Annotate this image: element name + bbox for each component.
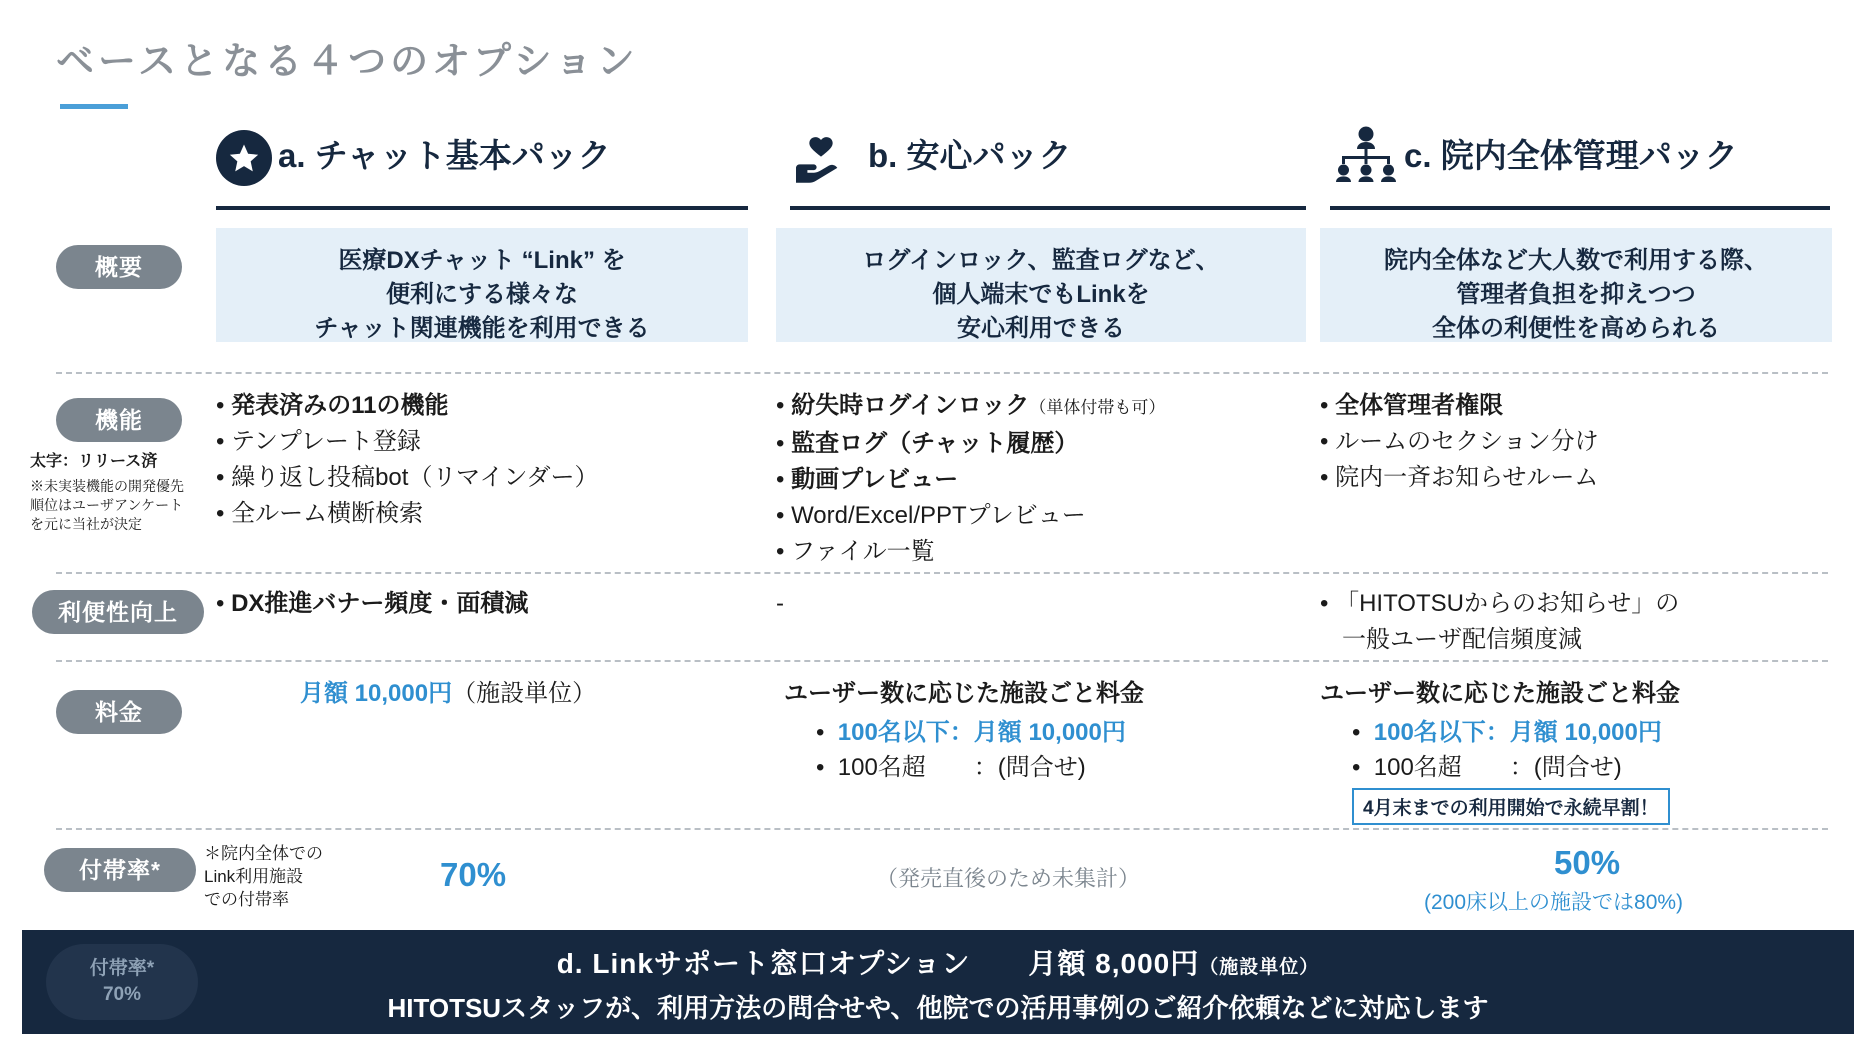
row-label-price: 料金	[56, 690, 182, 734]
list-item: • ルームのセクション分け	[1320, 428, 1599, 455]
feature-note-line-1: ※未実装機能の開発優先	[30, 478, 184, 494]
price-c-item-1: 100名以下：月額 10,000円	[1373, 719, 1662, 746]
divider-features	[56, 572, 1828, 574]
price-b-item-2: 100名超 ：(問合せ)	[837, 754, 1086, 781]
list-item: • 100名以下：月額 10,000円	[1352, 719, 1662, 746]
ghost-pill-value: 70%	[102, 984, 142, 1005]
list-item: • Word/Excel/PPTプレビュー	[776, 502, 1086, 529]
usability-b-dash: -	[776, 590, 784, 617]
row-label-usability: 利便性向上	[32, 590, 204, 634]
feature-note-line-2: 順位はユーザアンケート	[30, 497, 184, 513]
row-label-attach: 付帯率*	[44, 848, 196, 892]
feature-a-3: 繰り返し投稿bot（リマインダー）	[231, 464, 599, 491]
divider-price	[56, 828, 1828, 830]
usability-a-1: DX推進バナー頻度・面積減	[231, 590, 529, 617]
support-option-title: d. Linkサポート窓口オプション 月額 8,000円	[556, 948, 1200, 979]
feature-note-line-3: を元に当社が決定	[30, 516, 142, 532]
summary-box-a	[216, 228, 748, 342]
column-c-label: c. 院内全体管理パック	[1404, 137, 1738, 174]
list-item: • 紛失時ログインロック（単体付帯も可）	[776, 392, 1166, 419]
price-c	[1320, 676, 1680, 785]
usability-list-c	[1320, 586, 1679, 658]
price-b-item-1: 100名以下：月額 10,000円	[837, 719, 1126, 746]
list-item: • 100名超 ：(問合せ)	[1352, 754, 1622, 781]
summary-c-line-2: 管理者負担を抑えつつ	[1456, 281, 1696, 308]
feature-note	[30, 452, 210, 534]
list-item: • テンプレート登録	[216, 428, 421, 455]
feature-c-2: ルームのセクション分け	[1335, 428, 1599, 455]
price-a-amount: 月額 10,000円	[300, 680, 453, 707]
row-label-overview: 概要	[56, 245, 182, 289]
star-badge-icon	[216, 130, 272, 186]
price-a-unit: （施設単位）	[452, 680, 597, 707]
features-list-c	[1320, 388, 1599, 496]
price-c-item-2: 100名超 ：(問合せ)	[1373, 754, 1622, 781]
feature-c-3: 院内一斉お知らせルーム	[1335, 464, 1599, 491]
early-discount-badge: 4月末までの利用開始で永続早割！	[1352, 788, 1670, 825]
summary-c-line-3: 全体の利便性を高められる	[1432, 315, 1720, 342]
feature-b-1-suffix: （単体付帯も可）	[1029, 398, 1166, 417]
attach-footnote-line-2: Link利用施設	[204, 867, 304, 886]
summary-b-line-3: 安心利用できる	[957, 315, 1125, 342]
price-c-header: ユーザー数に応じた施設ごと料金	[1320, 680, 1680, 707]
support-option-title-row	[22, 930, 1854, 982]
column-a-label: a. チャット基本パック	[278, 137, 611, 174]
column-b-label: b. 安心パック	[868, 137, 1072, 174]
column-c-rule	[1330, 206, 1830, 210]
attach-rate-a: 70%	[440, 856, 507, 893]
attach-rate-c-sub: (200床以上の施設では80%)	[1424, 891, 1684, 914]
list-item: • 院内一斉お知らせルーム	[1320, 464, 1599, 491]
list-item: • 繰り返し投稿bot（リマインダー）	[216, 464, 599, 491]
list-item: • 100名超 ：(問合せ)	[816, 754, 1086, 781]
summary-a-line-1: 医療DXチャット “Link” を	[338, 247, 626, 274]
usability-c-1: 「HITOTSUからのお知らせ」の	[1335, 590, 1680, 617]
divider-overview	[56, 372, 1828, 374]
summary-b-line-2: 個人端末でもLinkを	[932, 281, 1150, 308]
org-chart-icon	[1330, 126, 1402, 193]
feature-a-4: 全ルーム横断検索	[231, 500, 424, 527]
list-item: • 「HITOTSUからのお知らせ」の	[1320, 590, 1680, 617]
feature-note-bold: 太字：リリース済	[30, 453, 158, 470]
price-b	[784, 676, 1144, 785]
list-item: • DX推進バナー頻度・面積減	[216, 590, 529, 617]
support-option-bar	[22, 930, 1854, 1034]
list-item: • ファイル一覧	[776, 538, 935, 565]
row-label-features: 機能	[56, 398, 182, 442]
attach-rate-footnote	[204, 842, 364, 911]
attach-rate-ghost-pill	[46, 944, 198, 1020]
column-b-rule	[790, 206, 1306, 210]
support-option-subtitle: HITOTSUスタッフが、利用方法の問合せや、他院での活用事例のご紹介依頼などに対応します	[387, 993, 1489, 1023]
feature-a-1: 発表済みの11の機能	[231, 392, 449, 419]
title-underline	[60, 104, 128, 109]
list-item: • 全ルーム横断検索	[216, 500, 424, 527]
feature-b-1: 紛失時ログインロック	[791, 392, 1030, 419]
attach-rate-c: 50%	[1554, 844, 1621, 881]
price-a	[300, 676, 596, 711]
attach-note-b: （発売直後のため未集計）	[876, 866, 1141, 891]
attach-footnote-line-3: での付帯率	[204, 890, 289, 909]
heart-in-hand-icon	[790, 134, 852, 191]
feature-b-3: 動画プレビュー	[791, 466, 959, 493]
summary-box-b	[776, 228, 1306, 342]
usability-list-b	[776, 586, 784, 622]
list-item: • 動画プレビュー	[776, 466, 959, 493]
usability-list-a	[216, 586, 528, 622]
column-a-rule	[216, 206, 748, 210]
feature-c-1: 全体管理者権限	[1335, 392, 1504, 419]
list-item: • 監査ログ（チャット履歴）	[776, 430, 1079, 457]
summary-a-line-2: 便利にする様々な	[386, 281, 578, 308]
page-title: ベースとなる４つのオプション	[56, 41, 639, 83]
summary-box-c	[1320, 228, 1832, 342]
price-b-header: ユーザー数に応じた施設ごと料金	[784, 680, 1144, 707]
features-list-b	[776, 388, 1165, 570]
summary-b-line-1: ログインロック、監査ログなど、	[862, 247, 1220, 274]
list-item: • 100名以下：月額 10,000円	[816, 719, 1126, 746]
feature-b-5: ファイル一覧	[791, 538, 935, 565]
feature-b-4: Word/Excel/PPTプレビュー	[791, 502, 1086, 529]
summary-a-line-3: チャット関連機能を利用できる	[314, 315, 650, 342]
features-list-a	[216, 388, 599, 532]
support-option-unit: （施設単位）	[1199, 957, 1320, 978]
usability-c-2: 一般ユーザ配信頻度減	[1342, 626, 1582, 653]
ghost-pill-label: 付帯率*	[89, 958, 155, 979]
feature-b-2: 監査ログ（チャット履歴）	[791, 430, 1079, 457]
divider-usability	[56, 660, 1828, 662]
summary-c-line-1: 院内全体など大人数で利用する際、	[1384, 247, 1768, 274]
feature-a-2: テンプレート登録	[231, 428, 421, 455]
list-item: • 全体管理者権限	[1320, 392, 1504, 419]
attach-footnote-line-1: ＊院内全体での	[204, 844, 323, 863]
list-item: • 発表済みの11の機能	[216, 392, 449, 419]
